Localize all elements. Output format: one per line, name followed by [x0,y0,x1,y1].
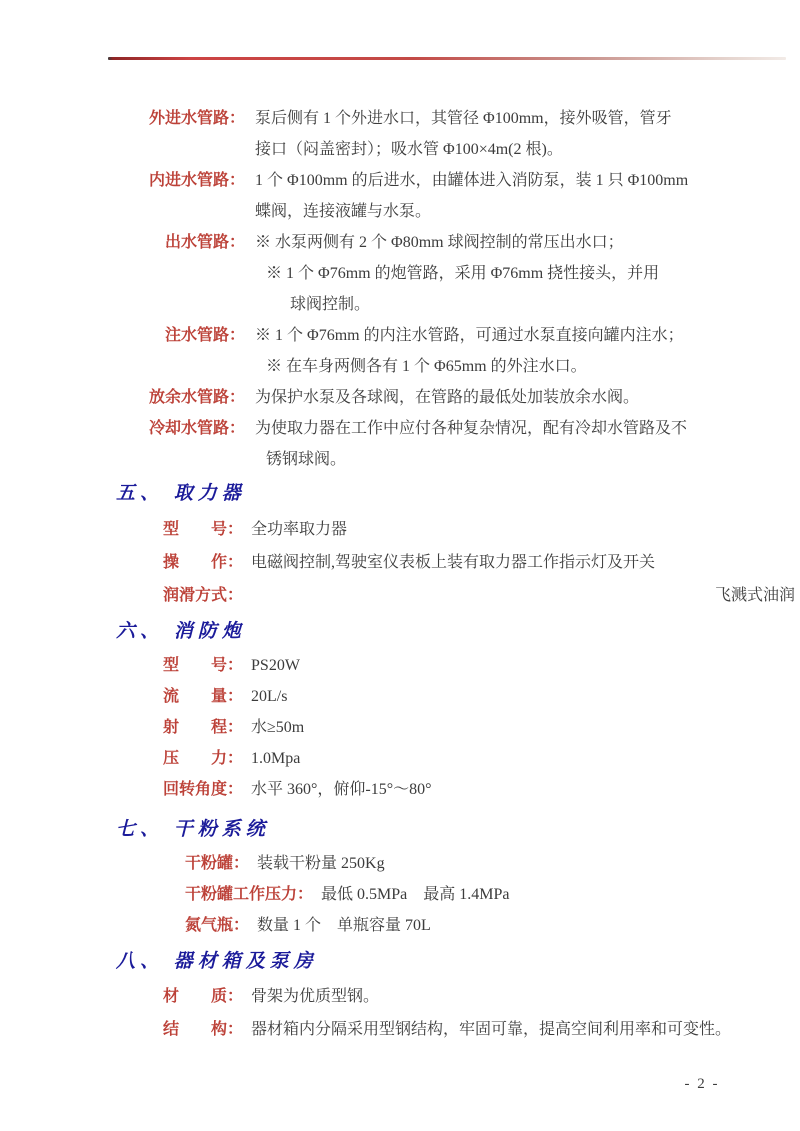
section-heading: 六、 消防炮 [116,621,246,642]
spec-label: 型 号： [163,657,244,674]
pipeline-text: 为保护水泵及各球阀，在管路的最低处加装放余水阀。 [255,389,640,406]
spec-label: 结 构： [163,1021,244,1038]
pipeline-text: 蝶阀，连接液罐与水泵。 [255,203,432,220]
pipeline-row-continuation [0,444,800,475]
spec-row-powder-tank [185,848,800,879]
pipeline-row-continuation [0,258,800,289]
pipeline-text: 1 个 Φ100mm 的后进水，由罐体进入消防泵，装 1 只 Φ100mm [255,172,689,189]
section-rows [0,650,800,805]
spec-row-working-pressure [185,879,800,910]
pipeline-text: 接口（闷盖密封）；吸水管 Φ100×4m(2 根)。 [255,141,563,158]
pipeline-label: 出水管路： [164,234,245,251]
spec-value: PS20W [251,657,300,674]
spec-value: 水≥50m [251,719,305,736]
spec-label: 氮气瓶： [185,917,250,934]
pipeline-row-filling [0,320,800,351]
spec-value: 骨架为优质型钢。 [251,988,380,1005]
page-number: - 2 - [684,1076,720,1092]
spec-row-nitrogen-bottle [185,910,800,941]
pipeline-text: 泵后侧有 1 个外进水口，其管径 Φ100mm，接外吸管，管牙 [255,110,672,127]
pipeline-text: 球阀控制。 [290,296,371,313]
spec-row-operation [163,546,800,579]
spec-value: 数量 1 个 单瓶容量 70L [257,917,431,934]
pipeline-row-continuation [0,351,800,382]
spec-value: 电磁阀控制,驾驶室仪表板上装有取力器工作指示灯及开关 [251,554,656,571]
pipeline-row-cooling [0,413,800,444]
pipeline-label: 冷却水管路： [148,420,245,437]
section-heading: 八、 器材箱及泵房 [116,951,318,972]
spec-label: 干粉罐： [185,855,250,872]
spec-row-rotation [163,774,800,805]
spec-row-model [163,650,800,681]
section-heading: 五、 取力器 [116,483,246,504]
spec-value: 水平 360°，俯仰-15°～80° [251,781,432,798]
spec-value: 装载干粉量 250Kg [257,855,385,872]
section-rows [0,513,800,612]
pipeline-row-drain [0,382,800,413]
section-rows [0,848,800,941]
pipeline-label: 外进水管路： [148,110,245,127]
pipeline-row-external-inlet [0,103,800,134]
spec-label: 回转角度： [163,781,244,798]
spec-label: 射 程： [163,719,244,736]
pipeline-text: ※ 在车身两侧各有 1 个 Φ65mm 的外注水口。 [266,358,587,375]
spec-row-model [163,513,800,546]
pipeline-row-internal-inlet [0,165,800,196]
spec-value: 1.0Mpa [251,750,301,767]
section-power-takeoff [0,481,800,612]
section-heading: 七、 干粉系统 [116,819,270,840]
spec-label: 材 质： [163,988,244,1005]
spec-label: 润滑方式： [163,587,244,604]
pipeline-label: 注水管路： [164,327,245,344]
spec-value: 器材箱内分隔采用型钢结构，牢固可靠，提高空间利用率和可变性。 [251,1021,732,1038]
spec-row-material [163,980,800,1013]
spec-value: 20L/s [251,688,288,705]
spec-row-pressure [163,743,800,774]
pipeline-row-continuation [0,289,800,320]
pipeline-text: 为使取力器在工作中应付各种复杂情况，配有冷却水管路及不 [255,420,688,437]
spec-label: 流 量： [163,688,244,705]
spec-label: 干粉罐工作压力： [185,886,314,903]
spec-label: 操 作： [163,554,244,571]
spec-row-flow [163,681,800,712]
pipeline-text: ※ 水泵两侧有 2 个 Φ80mm 球阀控制的常压出水口； [255,234,624,251]
spec-value: 全功率取力器 [251,521,348,538]
pipeline-label: 放余水管路： [148,389,245,406]
spec-label: 型 号： [163,521,244,538]
spec-row-lubrication [163,579,800,612]
section-fire-monitor [0,619,800,805]
spec-value: 最低 0.5MPa 最高 1.4MPa [321,886,510,903]
pipeline-text: 锈钢球阀。 [266,451,347,468]
spec-label: 压 力： [163,750,244,767]
section-dry-powder [0,817,800,941]
pipeline-label: 内进水管路： [148,172,245,189]
pipeline-text: ※ 1 个 Φ76mm 的炮管路，采用 Φ76mm 挠性接头，并用 [266,265,660,282]
pipeline-row-outlet [0,227,800,258]
spec-row-structure [163,1013,800,1046]
lubrication-value-right: 飞溅式油润 [715,587,796,604]
pipeline-row-continuation [0,134,800,165]
pipeline-row-continuation [0,196,800,227]
pipeline-section [0,103,800,475]
spec-row-range [163,712,800,743]
section-rows [0,980,800,1046]
pipeline-text: ※ 1 个 Φ76mm 的内注水管路，可通过水泵直接向罐内注水； [255,327,684,344]
section-equipment-box [0,949,800,1046]
